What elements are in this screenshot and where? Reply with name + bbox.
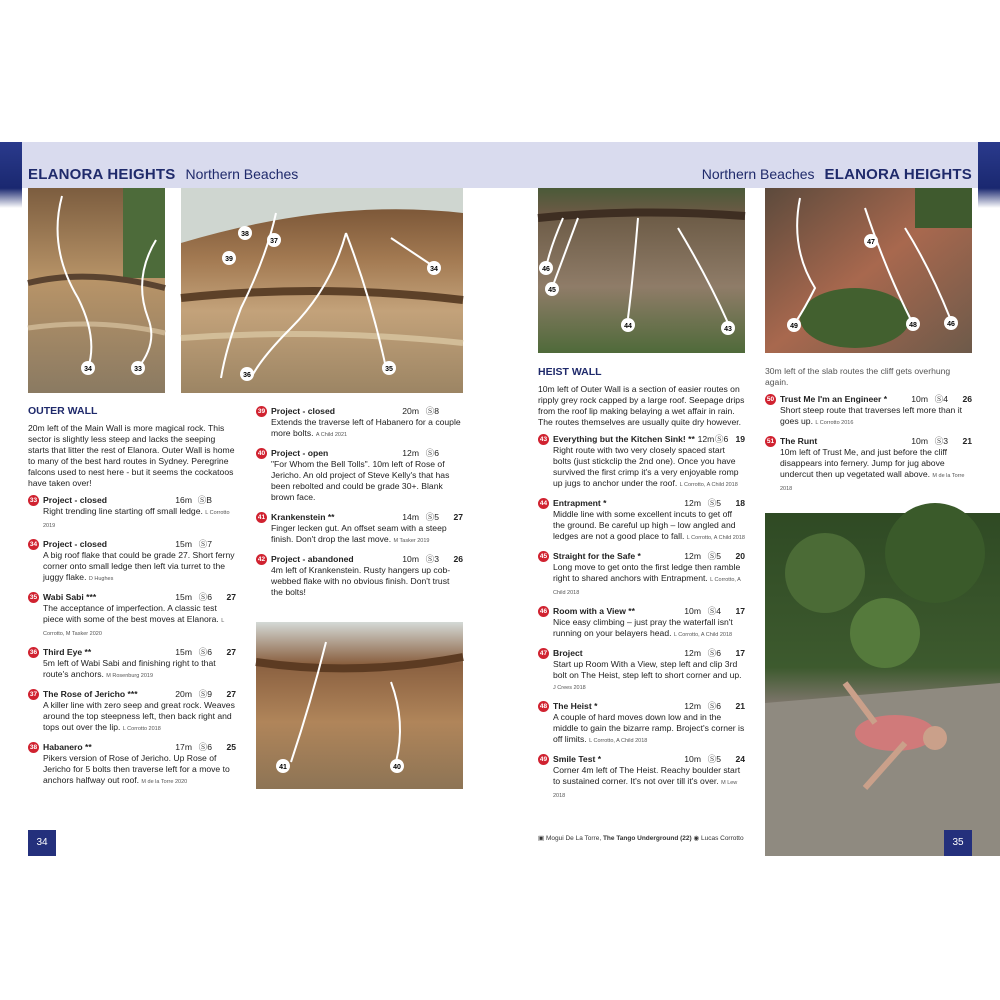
route-entry (256, 406, 463, 441)
route-entry (765, 436, 972, 495)
route-name: Project - closed (271, 406, 335, 416)
route-length: 10m (911, 436, 928, 446)
route-bolt-count: Ⓢ6 (198, 592, 212, 602)
route-first-ascent: L Corrotto, A Child 2018 (679, 482, 738, 488)
route-name: Entrapment * (553, 498, 607, 508)
route-entry (765, 394, 972, 429)
route-header (765, 394, 972, 405)
route-entry (538, 434, 745, 491)
route-description (28, 658, 236, 682)
route-desc-text: Short steep route that traverses left more than it goes up. (780, 405, 962, 426)
photo-credit-route: The Tango Underground (22) (602, 835, 692, 842)
marker-34b: 34 (430, 266, 438, 273)
route-number-badge: 44 (539, 500, 548, 507)
route-bolt-count: Ⓢ6 (198, 647, 212, 657)
route-number-badge: 33 (29, 497, 38, 504)
outer-wall-title: OUTER WALL (28, 405, 98, 417)
route-first-ascent: A Child 2021 (315, 432, 348, 438)
page-number-left: 34 (28, 830, 56, 856)
route-description (28, 603, 236, 640)
route-number-badge: 45 (539, 553, 548, 560)
route-header (538, 498, 745, 509)
route-description (256, 417, 463, 441)
route-grade: 19 (735, 434, 745, 444)
route-bolt-count: Ⓢ3 (425, 554, 439, 564)
route-entry (28, 647, 236, 682)
route-length: 12m (402, 448, 419, 458)
route-desc-text: 4m left of Krankenstein. Rusty hangers up cob-webbed flake with no obvious finish. Don't trust the bolts! (271, 565, 451, 597)
route-grade: 21 (735, 701, 745, 711)
marker-44: 44 (624, 323, 632, 330)
marker-34: 34 (84, 366, 92, 373)
route-first-ascent: L Corrotto 2019 (43, 510, 230, 529)
marker-43: 43 (724, 326, 732, 333)
route-desc-text: A big roof flake that could be grade 27. Short ferny corner onto small ledge then left via turret to the juggy flake. (43, 550, 235, 582)
photo-credit-photographer: Lucas Corrotto (700, 835, 744, 842)
route-bolt-count: Ⓢ5 (707, 498, 721, 508)
route-bolt-count: Ⓢ6 (707, 701, 721, 711)
route-bolt-count: Ⓢ6 (707, 648, 721, 658)
route-header (28, 539, 236, 550)
route-header (28, 742, 236, 753)
route-desc-text: Right trending line starting off small ledge. (43, 506, 203, 516)
route-entry (538, 551, 745, 599)
route-length: 20m (175, 689, 192, 699)
route-number-badge: 37 (29, 691, 38, 698)
route-first-ascent: M Lew 2018 (553, 780, 738, 799)
route-desc-text: The acceptance of imperfection. A classic test piece with some of the best moves at Elanora. (43, 603, 219, 624)
page-tab-right (978, 142, 1000, 208)
photo-camera-icon: ◉ (693, 835, 700, 842)
route-name: The Runt (780, 436, 818, 446)
route-description (28, 700, 236, 735)
marker-46: 46 (542, 266, 550, 273)
route-length: 15m (175, 647, 192, 657)
marker-45: 45 (548, 287, 556, 294)
climber-photo (765, 513, 1000, 856)
outer-wall-column-a (28, 406, 236, 795)
route-description (538, 562, 745, 599)
route-name: Broject (553, 648, 583, 658)
outer-wall-column-b (256, 406, 463, 607)
route-header (538, 434, 745, 445)
camera-icon: ▣ (538, 835, 545, 842)
route-first-ascent: L Corrotto 2018 (122, 726, 161, 732)
route-description (538, 617, 745, 641)
route-entry (28, 689, 236, 735)
route-length: 10m (402, 554, 419, 564)
marker-47: 47 (867, 239, 875, 246)
marker-37: 37 (270, 238, 278, 245)
route-desc-text: Pikers version of Rose of Jericho. Up Rose of Jericho for 5 bolts then traverse left for a move to anchors halfway out roof. (43, 753, 230, 785)
topo-photo-right-1 (538, 188, 745, 353)
route-number-badge: 41 (257, 514, 266, 521)
route-length: 16m (175, 495, 192, 505)
heist-wall-title: HEIST WALL (538, 366, 602, 378)
route-grade: 17 (735, 648, 745, 658)
route-number-badge: 47 (539, 650, 548, 657)
route-length: 15m (175, 539, 192, 549)
route-description (28, 550, 236, 585)
route-entry (28, 495, 236, 532)
route-name: Straight for the Safe * (553, 551, 641, 561)
route-header (538, 551, 745, 562)
route-bolt-count: Ⓢ4 (934, 394, 948, 404)
route-description (765, 447, 972, 495)
route-entry (28, 539, 236, 585)
route-name: Third Eye ** (43, 647, 92, 657)
route-desc-text: Middle line with some excellent incuts to get off the ground. Be careful up high – low angled and ledges are not a good place to fall. (553, 509, 736, 541)
route-first-ascent: D Hughes (88, 576, 114, 582)
route-length: 15m (175, 592, 192, 602)
marker-40: 40 (393, 764, 401, 771)
marker-41: 41 (279, 764, 287, 771)
route-grade: 26 (453, 554, 463, 564)
route-number-badge: 42 (257, 556, 266, 563)
route-entry (538, 754, 745, 802)
header-right (702, 166, 972, 183)
route-number-badge: 48 (539, 703, 548, 710)
route-bolt-count: Ⓢ6 (714, 434, 729, 444)
route-length: 10m (911, 394, 928, 404)
route-desc-text: 5m left of Wabi Sabi and finishing right to that route's anchors. (43, 658, 216, 679)
crag-title-right: ELANORA HEIGHTS (824, 166, 972, 183)
route-desc-text: Finger lecken gut. An offset seam with a steep finish. Don't drop the last move. (271, 523, 447, 544)
marker-36: 36 (243, 372, 251, 379)
marker-48: 48 (909, 322, 917, 329)
route-header (538, 648, 745, 659)
route-entry (538, 648, 745, 694)
route-grade: 26 (962, 394, 972, 404)
photo-credit-climber: Mogui De La Torre, (545, 835, 602, 842)
route-grade: 27 (453, 512, 463, 522)
route-desc-text: A killer line with zero seep and great rock. Weaves around the top steepness left, then back right and tops out over the lip. (43, 700, 235, 732)
route-length: 12m (684, 648, 701, 658)
route-desc-text: Long move to get onto the first ledge then ramble right to shared anchors with Entrapment. (553, 562, 741, 583)
route-length: 10m (684, 606, 701, 616)
route-name: Project - open (271, 448, 329, 458)
route-desc-text: Corner 4m left of The Heist. Reachy boulder start to sustained corner. It's not over till it's over. (553, 765, 741, 786)
route-desc-text: Nice easy climbing – just pray the waterfall isn't running on your belayers head. (553, 617, 733, 638)
route-header (256, 554, 463, 565)
route-name: Everything but the Kitchen Sink! ** (553, 434, 695, 444)
route-number-badge: 39 (257, 408, 266, 415)
route-number-badge: 40 (257, 450, 266, 457)
route-description (538, 765, 745, 802)
route-description (28, 506, 236, 532)
route-first-ascent: M de la Torre 2018 (780, 473, 965, 492)
route-description (538, 445, 745, 491)
route-first-ascent: M Tasker 2019 (393, 538, 430, 544)
page-tab-left (0, 142, 22, 208)
route-number-badge: 36 (29, 649, 38, 656)
crag-title-left: ELANORA HEIGHTS (28, 166, 176, 183)
route-header (28, 592, 236, 603)
route-length: 14m (402, 512, 419, 522)
route-first-ascent: M de la Torre 2020 (141, 779, 188, 785)
route-bolt-count: Ⓢ5 (425, 512, 439, 522)
route-bolt-count: Ⓢ6 (198, 742, 212, 752)
route-name: Trust Me I'm an Engineer * (780, 394, 888, 404)
route-name: Wabi Sabi *** (43, 592, 97, 602)
route-number-badge: 35 (29, 594, 38, 601)
route-number-badge: 49 (539, 756, 548, 763)
route-description (538, 712, 745, 747)
topo-photo-left-3 (256, 622, 463, 789)
route-first-ascent: L Corrotto 2016 (815, 420, 854, 426)
route-desc-text: A couple of hard moves down low and in the middle to gain the bizarre ramp. Broject's corner is off limits. (553, 712, 745, 744)
route-grade: 27 (226, 647, 236, 657)
route-name: Project - abandoned (271, 554, 354, 564)
area-title-left: Northern Beaches (185, 166, 299, 182)
route-number-badge: 34 (29, 541, 38, 548)
route-name: Smile Test * (553, 754, 602, 764)
route-desc-text: Start up Room With a View, step left and clip 3rd bolt on The Heist, step left to short corner and up. (553, 659, 742, 680)
route-bolt-count: Ⓢ7 (198, 539, 212, 549)
photo-credit (538, 834, 744, 842)
topo-photo-left-1 (28, 188, 165, 393)
route-name: Habanero ** (43, 742, 92, 752)
route-header (28, 689, 236, 700)
route-bolt-count: Ⓢ5 (707, 551, 721, 561)
route-entry (538, 606, 745, 641)
route-bolt-count: Ⓢ5 (707, 754, 721, 764)
route-entry (256, 448, 463, 505)
route-length: 17m (175, 742, 192, 752)
route-header (256, 406, 463, 417)
route-first-ascent: L Corrotto, A Child 2018 (673, 632, 733, 638)
route-header (538, 701, 745, 712)
route-first-ascent: L Corrotto, A Child 2018 (589, 738, 648, 744)
route-first-ascent: L Corrotto, A Child 2018 (686, 535, 745, 541)
route-bolt-count: Ⓢ3 (934, 436, 948, 446)
route-entry (538, 701, 745, 747)
route-header (765, 436, 972, 447)
route-bolt-count: Ⓢ4 (707, 606, 721, 616)
heist-wall-intro: 10m left of Outer Wall is a section of easier routes on ripply grey rock capped by a large roof. Seepage drips from the roof lip making belaying a wet affair in rain. The routes themselves are usually quite dry however. (538, 384, 745, 427)
route-entry (256, 554, 463, 600)
page-number-right: 35 (944, 830, 972, 856)
route-description (28, 753, 236, 788)
route-grade: 25 (226, 742, 236, 752)
route-number-badge: 46 (539, 608, 548, 615)
heist-wall-column-a (538, 367, 745, 809)
marker-49: 49 (790, 323, 798, 330)
heist-wall-column-b (765, 366, 972, 502)
route-desc-text: Extends the traverse left of Habanero for a couple more bolts. (271, 417, 461, 438)
marker-35: 35 (385, 366, 393, 373)
route-length: 10m (684, 754, 701, 764)
route-name: Project - closed (43, 495, 107, 505)
outer-wall-intro: 20m left of the Main Wall is more magical rock. This sector is slightly less steep and lacks the seeping starts that litter the rest of Elanora. Outer Wall is home to many of the best hard routes in Sydney. Peregrine falcons used to nest here - but it seems the cockatoos have taken over! (28, 423, 235, 488)
topo-photo-right-2 (765, 188, 972, 353)
route-description (538, 659, 745, 694)
route-entry (538, 498, 745, 544)
route-length: 12m (684, 498, 701, 508)
route-description (765, 405, 972, 429)
marker-39: 39 (225, 256, 233, 263)
route-grade: 24 (735, 754, 745, 764)
route-number-badge: 43 (539, 436, 548, 443)
route-bolt-count: ⓈB (197, 495, 212, 505)
route-name: The Heist * (553, 701, 598, 711)
route-first-ascent: M Rosenburg 2019 (106, 673, 154, 679)
route-header (28, 647, 236, 658)
route-grade: 27 (226, 592, 236, 602)
route-grade: 18 (735, 498, 745, 508)
route-first-ascent: J Crees 2018 (553, 685, 586, 691)
route-grade: 17 (735, 606, 745, 616)
route-name: Room with a View ** (553, 606, 635, 616)
marker-46b: 46 (947, 321, 955, 328)
route-header (538, 754, 745, 765)
route-length: 12m (684, 701, 701, 711)
header-left (28, 166, 298, 183)
route-length: 20m (402, 406, 419, 416)
route-header (538, 606, 745, 617)
route-desc-text: Right route with two very closely spaced start bolts (just stickclip the 2nd one). Once you have survived the first crimp it's a very enjoyable romp up jugs to anchor under the roof. (553, 445, 739, 488)
route-length: 12m (684, 551, 701, 561)
route-name: The Rose of Jericho *** (43, 689, 138, 699)
route-bolt-count: Ⓢ6 (425, 448, 439, 458)
route-grade: 27 (226, 689, 236, 699)
area-title-right: Northern Beaches (701, 166, 815, 182)
marker-33: 33 (134, 366, 142, 373)
route-header (256, 512, 463, 523)
route-name: Project - closed (43, 539, 107, 549)
route-desc-text: 10m left of Trust Me, and just before the cliff disappears into fernery. Jump for jug above undercut then up vegetated wall above. (780, 447, 948, 479)
route-name: Krankenstein ** (271, 512, 335, 522)
route-entry (28, 592, 236, 640)
route-length: 12m (697, 434, 715, 444)
topo-photo-left-2 (181, 188, 463, 393)
route-bolt-count: Ⓢ9 (198, 689, 212, 699)
route-entry (28, 742, 236, 788)
route-first-ascent: L Corrotto, M Tasker 2020 (43, 618, 225, 637)
route-header (256, 448, 463, 459)
route-number-badge: 50 (766, 396, 775, 403)
route-entry (256, 512, 463, 547)
marker-38: 38 (241, 231, 249, 238)
route-desc-text: "For Whom the Bell Tolls". 10m left of Rose of Jericho. An old project of Steve Kelly's that has been rebolted and could be grade 30+. Blank brown face. (271, 459, 450, 502)
route-grade: 21 (962, 436, 972, 446)
route-description (256, 523, 463, 547)
route-description (256, 459, 463, 505)
route-header (28, 495, 236, 506)
route-number-badge: 38 (29, 744, 38, 751)
route-grade: 20 (735, 551, 745, 561)
route-first-ascent: L Corrotto, A Child 2018 (553, 577, 741, 596)
overhang-note: 30m left of the slab routes the cliff gets overhung again. (765, 366, 951, 387)
route-number-badge: 51 (766, 438, 775, 445)
route-description (256, 565, 463, 600)
route-bolt-count: Ⓢ8 (425, 406, 439, 416)
route-description (538, 509, 745, 544)
